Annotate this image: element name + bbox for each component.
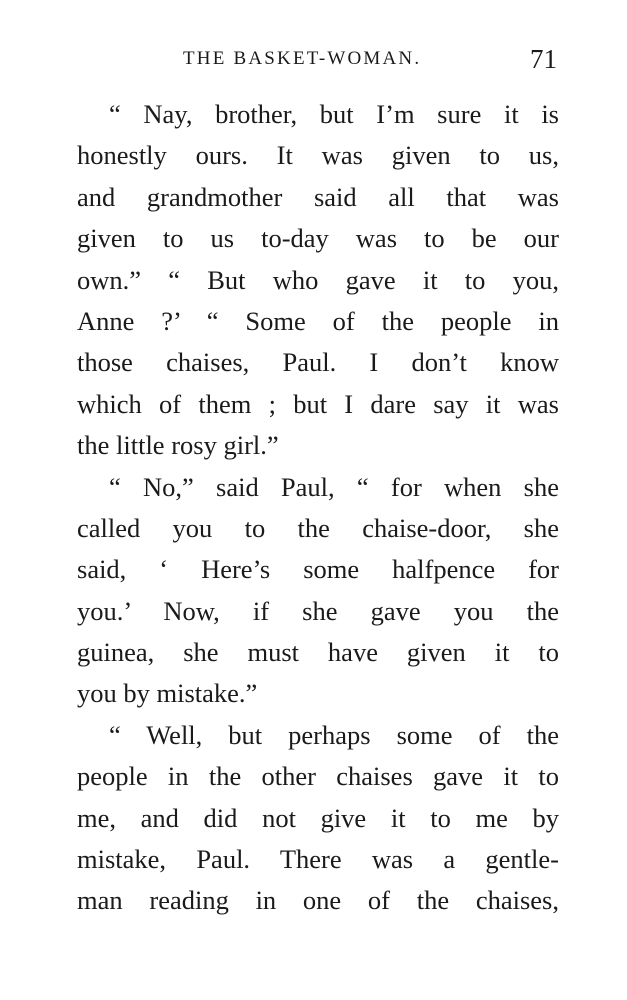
text-line: “ Nay, brother, but I’m sure it is bbox=[109, 99, 559, 129]
text-line: guinea, she must have given it to bbox=[77, 637, 559, 668]
text-line: called you to the chaise-door, she bbox=[77, 512, 559, 543]
text-line: me, and did not give it to me by bbox=[77, 802, 559, 833]
page-header bbox=[0, 44, 627, 74]
text-line: which of them ; but I dare say it was bbox=[77, 388, 559, 419]
text-line: people in the other chaises gave it to bbox=[77, 761, 559, 792]
text-line: you by mistake.” bbox=[77, 678, 258, 709]
page-number: 71 bbox=[530, 44, 557, 74]
text-line: mistake, Paul. There was a gentle- bbox=[77, 844, 559, 875]
text-line: and grandmother said all that was bbox=[77, 181, 559, 212]
text-line: man reading in one of the chaises, bbox=[77, 885, 559, 916]
text-line: given to us to-day was to be our bbox=[77, 223, 559, 254]
text-line: the little rosy girl.” bbox=[77, 430, 279, 461]
running-title: THE BASKET-WOMAN. bbox=[183, 48, 422, 69]
text-line: said, ‘ Here’s some halfpence for bbox=[77, 554, 559, 585]
text-line: those chaises, Paul. I don’t know bbox=[77, 347, 559, 378]
body-text bbox=[77, 94, 559, 922]
text-line: “ Well, but perhaps some of the bbox=[109, 719, 559, 750]
text-line: own.” “ But who gave it to you, bbox=[77, 264, 559, 295]
text-line: honestly ours. It was given to us, bbox=[77, 140, 559, 171]
text-line: you.’ Now, if she gave you the bbox=[77, 595, 559, 626]
text-line: Anne ?’ “ Some of the people in bbox=[77, 305, 559, 336]
text-line: “ No,” said Paul, “ for when she bbox=[109, 471, 559, 502]
